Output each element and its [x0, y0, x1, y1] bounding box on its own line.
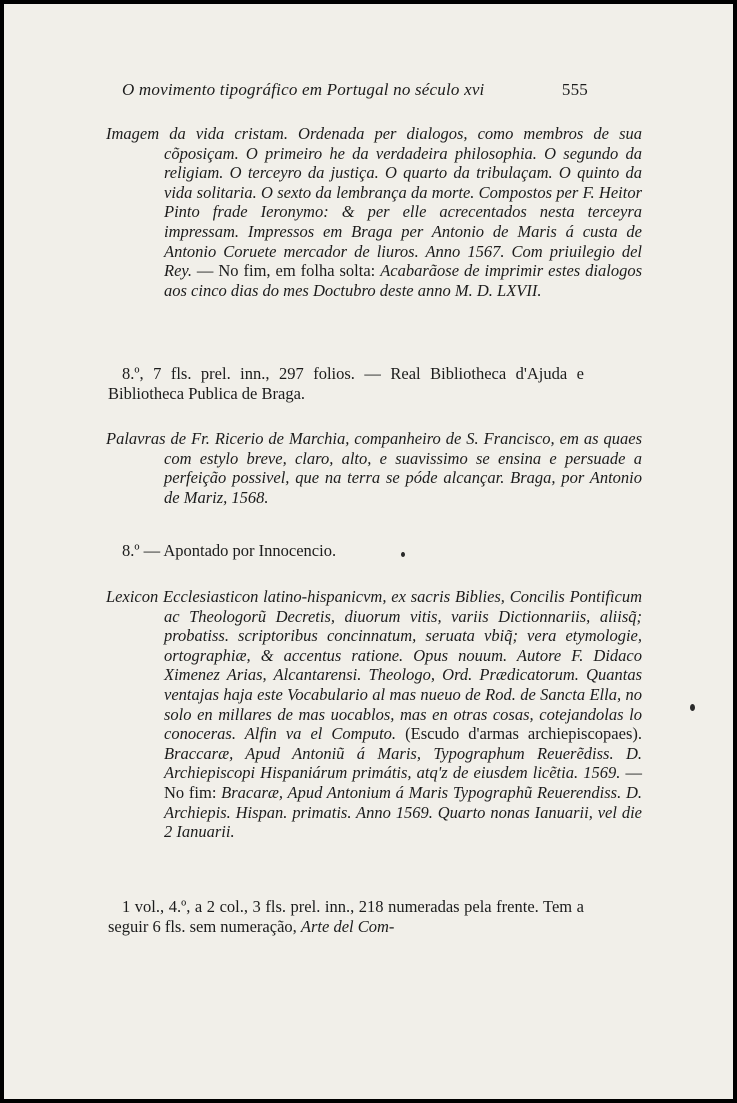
running-header [122, 80, 588, 100]
page [4, 4, 733, 1099]
entry-text: Bracaræ, Apud Antonium á Maris Typographũ Reuerendiss. D. Archiepis. Hispan. primatis. Anno 1569. Quarto nonas Ianuarii, vel die 2 Ianuarii. [164, 782, 642, 842]
entry-text: — No fim, em folha solta: [196, 261, 376, 281]
entry-text: Acabarãose de imprimir estes dialogos aos cinco dias do mes Doctubro deste anno M. D. LXVII. [164, 261, 643, 300]
header-title: O movimento tipográfico em Portugal no século xvi [122, 80, 485, 99]
collation-note [108, 541, 584, 561]
collation-note [108, 364, 584, 403]
note-text: 1 vol., 4.º, a 2 col., 3 fls. prel. inn., 218 numeradas pela frente. Tem a seguir 6 fls. sem numeração, [108, 897, 584, 936]
entry-text: Lexicon Ecclesiasticon latino-hispanicvm, ex sacris Biblies, Concilis Pontificum ac Theologorũ Decretis, diuorum vitis, variis Dictionnariis, aliisq̃; probatiss. scriptoribus concinnatum, seruata vbiq̃; vera etymologie, ortographiæ, & accentus ratione. Opus nouum. Autore F. Didaco Ximenez Arias, Alcantarensi. Theologo, Ord. Prædicatorum. Quantas ventajas haja este Vocabulario al mas nueuo de Rod. de Sancta Ella, no solo en millares de mas uocablos, mas en otras cosas, cotejandolas lo conoceras. Alfin va el Computo. [106, 587, 642, 744]
entry-text: Palavras de Fr. Ricerio de Marchia, companheiro de S. Francisco, em as quaes com estylo breve, claro, alto, e suavissimo se ensina e persuade a perfeição possivel, que na terra se póde alcançar. Braga, por Antonio de Mariz, 1568. [106, 429, 642, 507]
note-text: 8.º — Apontado por Innocencio. [122, 541, 337, 560]
bibliographic-entry-lexicon [106, 587, 642, 842]
bibliographic-entry-imagem [106, 124, 642, 300]
note-text: Arte del Com- [300, 916, 395, 936]
entry-text: — No fim: [164, 763, 643, 802]
entry-text: (Escudo d'armas archiepiscopaes). [405, 724, 642, 744]
collation-note [108, 897, 584, 936]
note-text: 8.º, 7 fls. prel. inn., 297 folios. — Real Bibliotheca d'Ajuda e Bibliotheca Publica de Braga. [108, 364, 584, 403]
ink-speck [690, 704, 695, 711]
bibliographic-entry-palavras [106, 429, 642, 507]
page-number: 555 [561, 80, 588, 99]
ink-speck [401, 552, 405, 557]
entry-text: Braccaræ, Apud Antoniũ á Maris, Typographum Reuerẽdiss. D. Archiepiscopi Hispaniárum primátis, atq'z de eiusdem licẽtia. 1569. [164, 743, 642, 783]
entry-text: Imagem da vida cristam. Ordenada per dialogos, como membros de sua cõposiçam. O primeiro he da verdadeira philosophia. O segundo da religiam. O terceyro da justiça. O quarto da tribulaçam. O quinto da vida solitaria. O sexto da lembrança da morte. Compostos per F. Heitor Pinto frade Ieronymo: & per elle acrecentados nesta terceyra impressam. Impressos em Braga per Antonio de Maris á custa de Antonio Coruete mercador de liuros. Anno 1567. Com priuilegio del Rey. [106, 124, 642, 281]
